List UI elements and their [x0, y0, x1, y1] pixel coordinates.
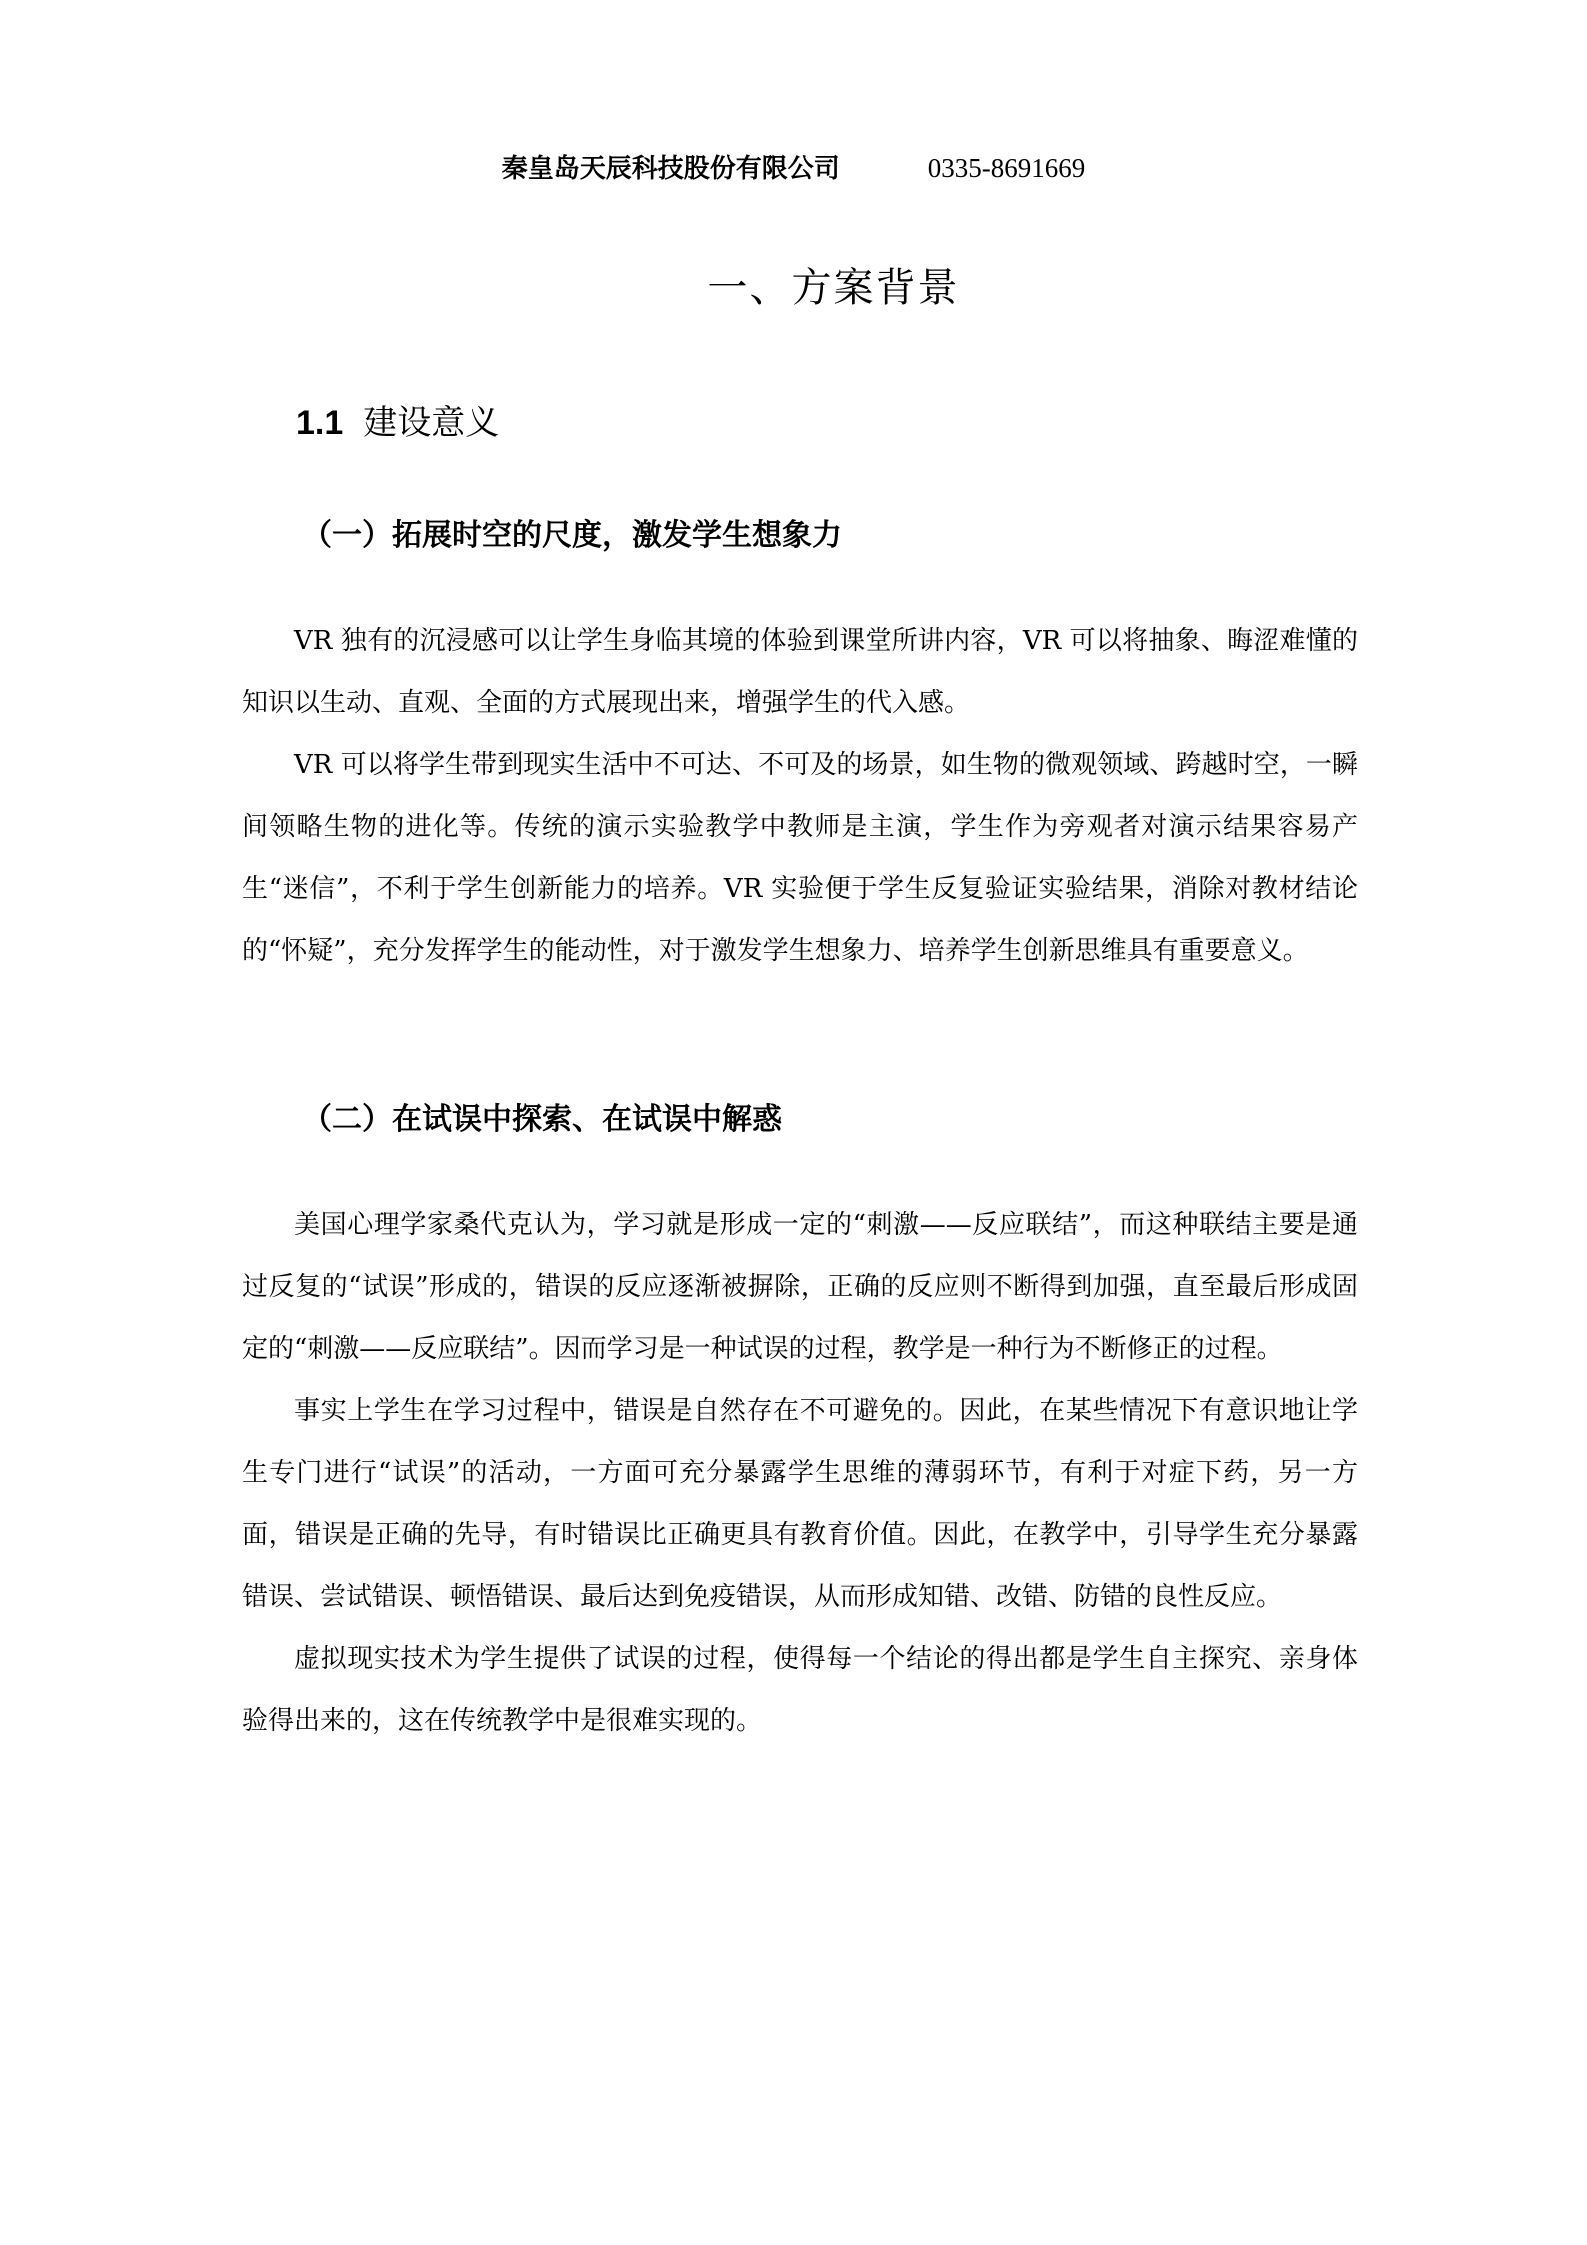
section-title: 建设意义: [363, 403, 500, 443]
paragraph: 事实上学生在学习过程中，错误是自然存在不可避免的。因此，在某些情况下有意识地让学生专门进行“试误”的活动，一方面可充分暴露学生思维的薄弱环节，有利于对症下药，另一方面，错误是正确的先导，有时错误比正确更具有教育价值。因此，在教学中，引导学生充分暴露错误、尝试错误、顿悟错误、最后达到免疫错误，从而形成知错、改错、防错的良性反应。: [242, 1396, 1358, 1612]
paragraph: 虚拟现实技术为学生提供了试误的过程，使得每一个结论的得出都是学生自主探究、亲身体验得出来的，这在传统教学中是很难实现的。: [242, 1644, 1358, 1736]
paragraph: VR 独有的沉浸感可以让学生身临其境的体验到课堂所讲内容，VR 可以将抽象、晦涩难懂的知识以生动、直观、全面的方式展现出来，增强学生的代入感。: [242, 626, 1358, 718]
page-header: [0, 148, 1587, 189]
subsection-body-1: [242, 610, 1358, 982]
company-phone: 0335-8691669: [927, 153, 1086, 183]
section-number: 1.1: [296, 404, 344, 442]
subsection-body-2: [242, 1194, 1358, 1752]
paragraph: VR 可以将学生带到现实生活中不可达、不可及的场景，如生物的微观领域、跨越时空，一瞬间领略生物的进化等。传统的演示实验教学中教师是主演，学生作为旁观者对演示结果容易产生“迷信”，不利于学生创新能力的培养。VR 实验便于学生反复验证实验结果，消除对教材结论的“怀疑”，充分发挥学生的能动性，对于激发学生想象力、培养学生创新思维具有重要意义。: [242, 750, 1358, 966]
section-heading: [296, 398, 499, 448]
subsection-heading-1: （一）拓展时空的尺度，激发学生想象力: [302, 518, 842, 553]
subsection-heading-2: （二）在试误中探索、在试误中解惑: [302, 1102, 782, 1137]
chapter-title: 一、方案背景: [707, 265, 960, 311]
paragraph: 美国心理学家桑代克认为，学习就是形成一定的“刺激——反应联结”，而这种联结主要是通过反复的“试误”形成的，错误的反应逐渐被摒除，正确的反应则不断得到加强，直至最后形成固定的“刺激——反应联结”。因而学习是一种试误的过程，教学是一种行为不断修正的过程。: [242, 1210, 1358, 1364]
company-name: 秦皇岛天辰科技股份有限公司: [501, 154, 840, 184]
